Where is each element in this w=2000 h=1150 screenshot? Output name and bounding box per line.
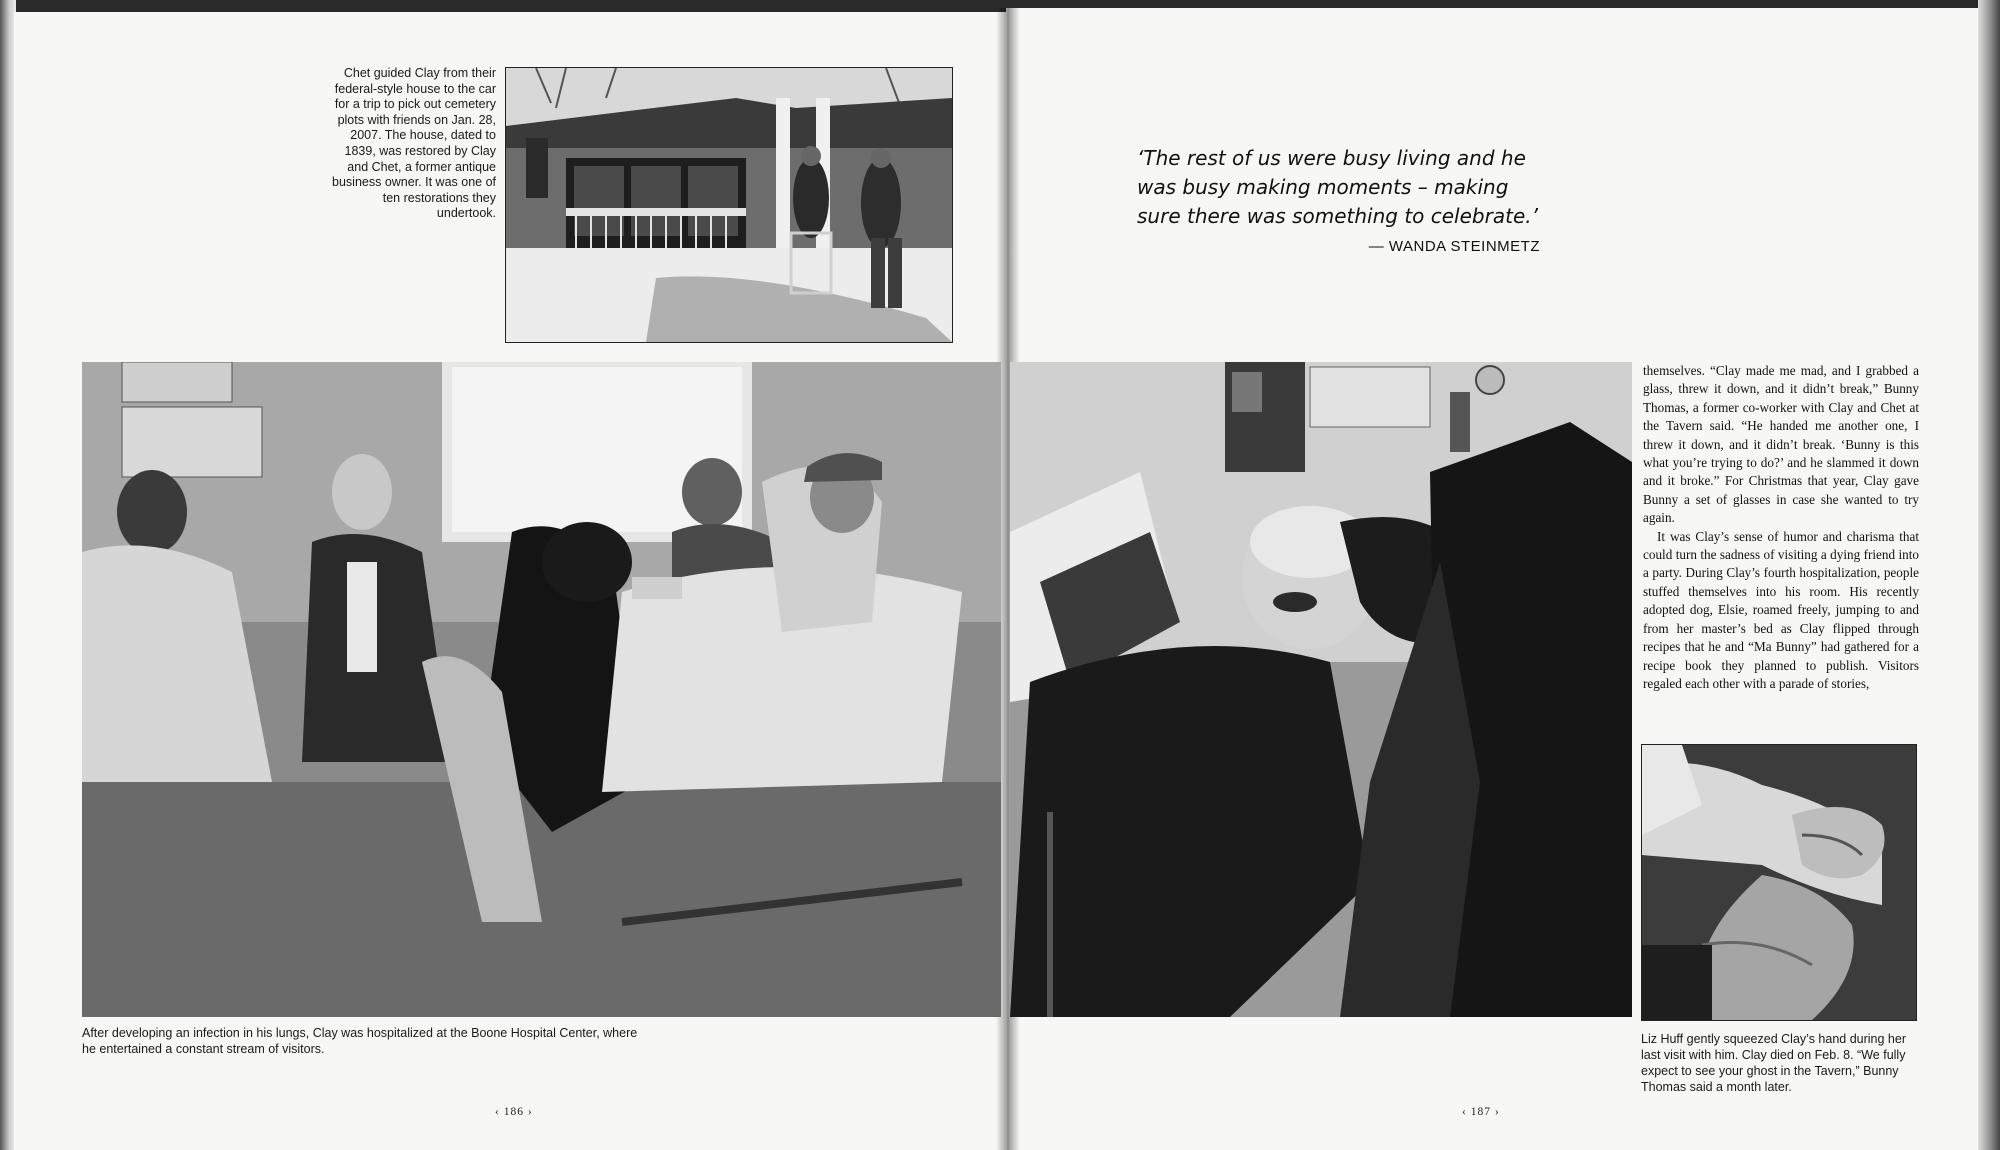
hospital-photo-caption: After developing an infection in his lungs, Clay was hospitalized at the Boone Hospital Center, where he entertained a constant stream of visitors.: [82, 1026, 638, 1056]
page-number-right: ‹ 187 ›: [1462, 1106, 1500, 1118]
hands-photo-caption: Liz Huff gently squeezed Clay’s hand during her last visit with him. Clay died on Feb. 8. “We fully expect to see your ghost in the Tavern,” Bunny Thomas said a month later.: [1641, 1032, 1906, 1094]
quote-attribution: — WANDA STEINMETZ: [1368, 238, 1540, 255]
article-body: [1643, 362, 1919, 693]
porch-photo-caption: Chet guided Clay from their federal-style house to the car for a trip to pick out cemetery plots with friends on Jan. 28, 2007. The house, dated to 1839, was restored by Clay and Chet, a former antique business owner. It was one of ten restorations they undertook.: [332, 66, 496, 221]
hospital-room-photo: [82, 362, 1001, 1017]
hands-photo: [1641, 744, 1917, 1021]
book-edge-right: [1978, 0, 2000, 1150]
clay-laughing-photo: [1010, 362, 1632, 1017]
page-number-left: ‹ 186 ›: [495, 1106, 533, 1118]
porch-photo: [505, 67, 953, 343]
pull-quote: ‘The rest of us were busy living and he was busy making moments – making sure there was something to celebrate.’: [1137, 146, 1538, 228]
body-paragraph: themselves. “Clay made me mad, and I grabbed a glass, threw it down, and it didn’t break,” Bunny Thomas, a former co-worker with Clay and Chet at the Tavern said. “He handed me another one, I threw it down, and it didn’t break. ‘Bunny is this what you’re trying to do?’ and he slammed it down and it broke.” For Christmas that year, Clay gave Bunny a set of glasses in case she wanted to try again.: [1643, 363, 1919, 526]
body-paragraph: It was Clay’s sense of humor and charisma that could turn the sadness of visiting a dying friend into a party. During Clay’s fourth hospitalization, people stuffed themselves into his room. His recently adopted dog, Elsie, roamed freely, jumping to and from her master’s bed as Clay flipped through recipes that he and “Ma Bunny” had gathered for a recipe book they planned to publish. Visitors regaled each other with a parade of stories,: [1643, 528, 1919, 691]
